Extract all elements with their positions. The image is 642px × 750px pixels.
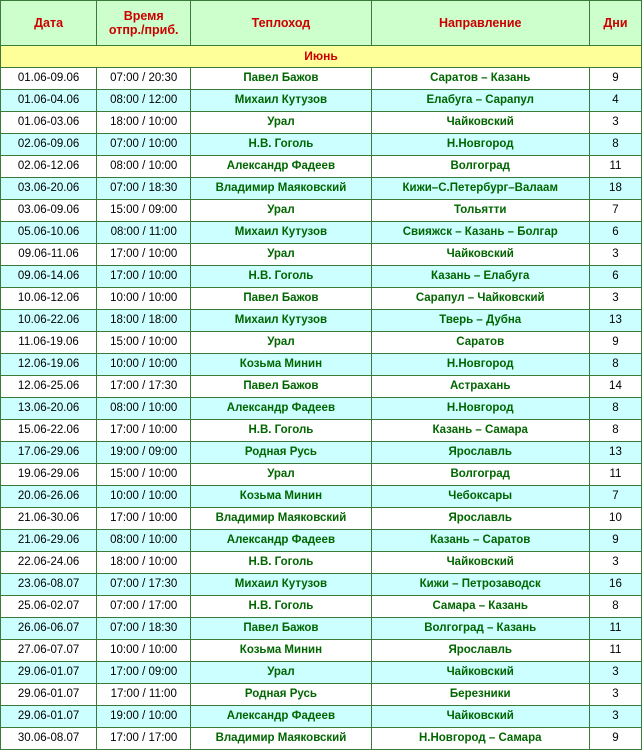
cell-date: 21.06-30.06	[1, 508, 97, 530]
cell-days: 3	[589, 112, 641, 134]
cell-days: 9	[589, 332, 641, 354]
cell-time: 15:00 / 09:00	[97, 200, 191, 222]
cell-ship: Павел Бажов	[191, 618, 371, 640]
cell-date: 29.06-01.07	[1, 684, 97, 706]
cell-route: Елабуга – Сарапул	[371, 90, 589, 112]
cell-time: 17:00 / 10:00	[97, 266, 191, 288]
cell-time: 17:00 / 17:00	[97, 728, 191, 750]
cell-date: 05.06-10.06	[1, 222, 97, 244]
cell-date: 26.06-06.07	[1, 618, 97, 640]
cell-ship: Н.В. Гоголь	[191, 266, 371, 288]
cell-route: Ярославль	[371, 640, 589, 662]
cell-time: 18:00 / 10:00	[97, 112, 191, 134]
cell-ship: Михаил Кутузов	[191, 222, 371, 244]
cell-days: 3	[589, 706, 641, 728]
cell-ship: Михаил Кутузов	[191, 90, 371, 112]
cell-days: 3	[589, 288, 641, 310]
cell-route: Кижи – Петрозаводск	[371, 574, 589, 596]
cell-days: 7	[589, 200, 641, 222]
cell-ship: Козьма Минин	[191, 486, 371, 508]
cell-days: 8	[589, 398, 641, 420]
table-row	[1, 354, 642, 376]
table-row	[1, 706, 642, 728]
cell-ship: Владимир Маяковский	[191, 178, 371, 200]
column-header-time-line2: отпр./приб.	[108, 23, 179, 37]
cell-date: 10.06-12.06	[1, 288, 97, 310]
table-body	[1, 46, 642, 750]
cell-days: 3	[589, 552, 641, 574]
cell-days: 18	[589, 178, 641, 200]
cell-days: 9	[589, 530, 641, 552]
cell-date: 23.06-08.07	[1, 574, 97, 596]
cell-time: 08:00 / 12:00	[97, 90, 191, 112]
cell-time: 17:00 / 17:30	[97, 376, 191, 398]
cell-days: 3	[589, 244, 641, 266]
cell-days: 11	[589, 156, 641, 178]
table-row	[1, 178, 642, 200]
cell-days: 4	[589, 90, 641, 112]
cell-route: Ярославль	[371, 442, 589, 464]
table-row	[1, 310, 642, 332]
table-row	[1, 244, 642, 266]
cell-date: 11.06-19.06	[1, 332, 97, 354]
cell-days: 3	[589, 684, 641, 706]
cell-route: Н.Новгород	[371, 398, 589, 420]
cell-days: 9	[589, 68, 641, 90]
cell-date: 02.06-12.06	[1, 156, 97, 178]
cell-ship: Михаил Кутузов	[191, 310, 371, 332]
cell-date: 22.06-24.06	[1, 552, 97, 574]
cell-date: 30.06-08.07	[1, 728, 97, 750]
cell-ship: Павел Бажов	[191, 68, 371, 90]
cell-ship: Н.В. Гоголь	[191, 134, 371, 156]
cell-date: 12.06-25.06	[1, 376, 97, 398]
cell-time: 08:00 / 10:00	[97, 156, 191, 178]
cell-route: Чебоксары	[371, 486, 589, 508]
table-row	[1, 508, 642, 530]
table-row	[1, 134, 642, 156]
cell-ship: Козьма Минин	[191, 354, 371, 376]
cell-date: 13.06-20.06	[1, 398, 97, 420]
cell-route: Саратов	[371, 332, 589, 354]
table-row	[1, 156, 642, 178]
column-header-time	[97, 1, 191, 46]
cell-route: Тольятти	[371, 200, 589, 222]
cell-ship: Н.В. Гоголь	[191, 552, 371, 574]
cell-days: 8	[589, 354, 641, 376]
table-row	[1, 662, 642, 684]
cell-time: 19:00 / 09:00	[97, 442, 191, 464]
cell-time: 07:00 / 18:30	[97, 178, 191, 200]
cell-ship: Н.В. Гоголь	[191, 420, 371, 442]
cell-ship: Урал	[191, 662, 371, 684]
column-header-route: Направление	[371, 1, 589, 46]
cell-time: 08:00 / 10:00	[97, 530, 191, 552]
cell-time: 15:00 / 10:00	[97, 464, 191, 486]
cell-days: 6	[589, 266, 641, 288]
cell-days: 8	[589, 596, 641, 618]
cell-ship: Н.В. Гоголь	[191, 596, 371, 618]
table-row	[1, 464, 642, 486]
cell-route: Ярославль	[371, 508, 589, 530]
cell-route: Н.Новгород	[371, 134, 589, 156]
cell-date: 10.06-22.06	[1, 310, 97, 332]
cell-route: Н.Новгород – Самара	[371, 728, 589, 750]
cell-ship: Урал	[191, 332, 371, 354]
cell-time: 19:00 / 10:00	[97, 706, 191, 728]
cell-days: 10	[589, 508, 641, 530]
cell-time: 10:00 / 10:00	[97, 288, 191, 310]
cell-days: 13	[589, 442, 641, 464]
cell-route: Чайковский	[371, 244, 589, 266]
cell-time: 18:00 / 10:00	[97, 552, 191, 574]
cell-route: Свияжск – Казань – Болгар	[371, 222, 589, 244]
cell-days: 8	[589, 134, 641, 156]
month-divider-row	[1, 46, 642, 68]
cell-route: Тверь – Дубна	[371, 310, 589, 332]
cell-ship: Владимир Маяковский	[191, 728, 371, 750]
cell-time: 08:00 / 10:00	[97, 398, 191, 420]
cell-days: 11	[589, 464, 641, 486]
cell-days: 9	[589, 728, 641, 750]
table-row	[1, 618, 642, 640]
table-row	[1, 684, 642, 706]
cell-time: 17:00 / 10:00	[97, 420, 191, 442]
table-row	[1, 420, 642, 442]
table-row	[1, 640, 642, 662]
cell-route: Чайковский	[371, 706, 589, 728]
header-row	[1, 1, 642, 46]
cell-route: Казань – Елабуга	[371, 266, 589, 288]
table-row	[1, 530, 642, 552]
cell-route: Волгоград	[371, 464, 589, 486]
cell-ship: Урал	[191, 200, 371, 222]
cell-route: Казань – Самара	[371, 420, 589, 442]
cell-days: 14	[589, 376, 641, 398]
table-row	[1, 574, 642, 596]
table-row	[1, 728, 642, 750]
cell-time: 07:00 / 10:00	[97, 134, 191, 156]
cell-date: 09.06-11.06	[1, 244, 97, 266]
cell-route: Сарапул – Чайковский	[371, 288, 589, 310]
cell-ship: Родная Русь	[191, 442, 371, 464]
cell-time: 10:00 / 10:00	[97, 354, 191, 376]
cell-date: 20.06-26.06	[1, 486, 97, 508]
cell-ship: Александр Фадеев	[191, 530, 371, 552]
table-row	[1, 112, 642, 134]
cell-time: 17:00 / 09:00	[97, 662, 191, 684]
cell-ship: Павел Бажов	[191, 376, 371, 398]
cell-date: 02.06-09.06	[1, 134, 97, 156]
table-header	[1, 1, 642, 46]
table-row	[1, 332, 642, 354]
cell-date: 01.06-03.06	[1, 112, 97, 134]
cell-time: 07:00 / 18:30	[97, 618, 191, 640]
cell-date: 15.06-22.06	[1, 420, 97, 442]
table-row	[1, 222, 642, 244]
column-header-ship: Теплоход	[191, 1, 371, 46]
cell-time: 07:00 / 20:30	[97, 68, 191, 90]
cell-route: Березники	[371, 684, 589, 706]
table-row	[1, 398, 642, 420]
cell-time: 17:00 / 10:00	[97, 244, 191, 266]
cell-ship: Александр Фадеев	[191, 706, 371, 728]
cell-days: 7	[589, 486, 641, 508]
cell-route: Волгоград – Казань	[371, 618, 589, 640]
cell-ship: Александр Фадеев	[191, 398, 371, 420]
cell-ship: Урал	[191, 244, 371, 266]
cell-time: 17:00 / 11:00	[97, 684, 191, 706]
cell-time: 10:00 / 10:00	[97, 640, 191, 662]
cell-time: 08:00 / 11:00	[97, 222, 191, 244]
cell-time: 07:00 / 17:00	[97, 596, 191, 618]
column-header-days: Дни	[589, 1, 641, 46]
cell-days: 11	[589, 618, 641, 640]
cell-date: 01.06-04.06	[1, 90, 97, 112]
cell-route: Казань – Саратов	[371, 530, 589, 552]
cell-route: Чайковский	[371, 662, 589, 684]
cell-ship: Владимир Маяковский	[191, 508, 371, 530]
cell-route: Чайковский	[371, 552, 589, 574]
cell-date: 29.06-01.07	[1, 662, 97, 684]
month-label: Июнь	[1, 46, 642, 68]
cell-days: 16	[589, 574, 641, 596]
cell-route: Н.Новгород	[371, 354, 589, 376]
cell-date: 17.06-29.06	[1, 442, 97, 464]
cell-ship: Михаил Кутузов	[191, 574, 371, 596]
cell-time: 15:00 / 10:00	[97, 332, 191, 354]
cell-days: 6	[589, 222, 641, 244]
table-row	[1, 288, 642, 310]
column-header-date: Дата	[1, 1, 97, 46]
cell-ship: Козьма Минин	[191, 640, 371, 662]
cell-route: Кижи–С.Петербург–Валаам	[371, 178, 589, 200]
cell-ship: Урал	[191, 464, 371, 486]
cell-days: 11	[589, 640, 641, 662]
table-row	[1, 486, 642, 508]
cell-time: 10:00 / 10:00	[97, 486, 191, 508]
cell-days: 3	[589, 662, 641, 684]
cell-route: Астрахань	[371, 376, 589, 398]
cell-time: 07:00 / 17:30	[97, 574, 191, 596]
table-row	[1, 376, 642, 398]
column-header-time-line1: Время	[123, 8, 164, 23]
cell-date: 29.06-01.07	[1, 706, 97, 728]
table-row	[1, 266, 642, 288]
cell-ship: Урал	[191, 112, 371, 134]
cell-route: Самара – Казань	[371, 596, 589, 618]
cell-date: 12.06-19.06	[1, 354, 97, 376]
table-row	[1, 596, 642, 618]
cell-route: Саратов – Казань	[371, 68, 589, 90]
cell-date: 19.06-29.06	[1, 464, 97, 486]
table-row	[1, 442, 642, 464]
cell-time: 18:00 / 18:00	[97, 310, 191, 332]
cell-ship: Павел Бажов	[191, 288, 371, 310]
cell-date: 01.06-09.06	[1, 68, 97, 90]
cell-days: 13	[589, 310, 641, 332]
cell-time: 17:00 / 10:00	[97, 508, 191, 530]
cell-date: 09.06-14.06	[1, 266, 97, 288]
table-row	[1, 552, 642, 574]
cell-date: 25.06-02.07	[1, 596, 97, 618]
table-row	[1, 200, 642, 222]
cell-days: 8	[589, 420, 641, 442]
cell-ship: Родная Русь	[191, 684, 371, 706]
cell-date: 03.06-09.06	[1, 200, 97, 222]
cell-ship: Александр Фадеев	[191, 156, 371, 178]
table-row	[1, 90, 642, 112]
cell-route: Чайковский	[371, 112, 589, 134]
table-row	[1, 68, 642, 90]
cell-date: 27.06-07.07	[1, 640, 97, 662]
cell-date: 21.06-29.06	[1, 530, 97, 552]
cell-date: 03.06-20.06	[1, 178, 97, 200]
cell-route: Волгоград	[371, 156, 589, 178]
